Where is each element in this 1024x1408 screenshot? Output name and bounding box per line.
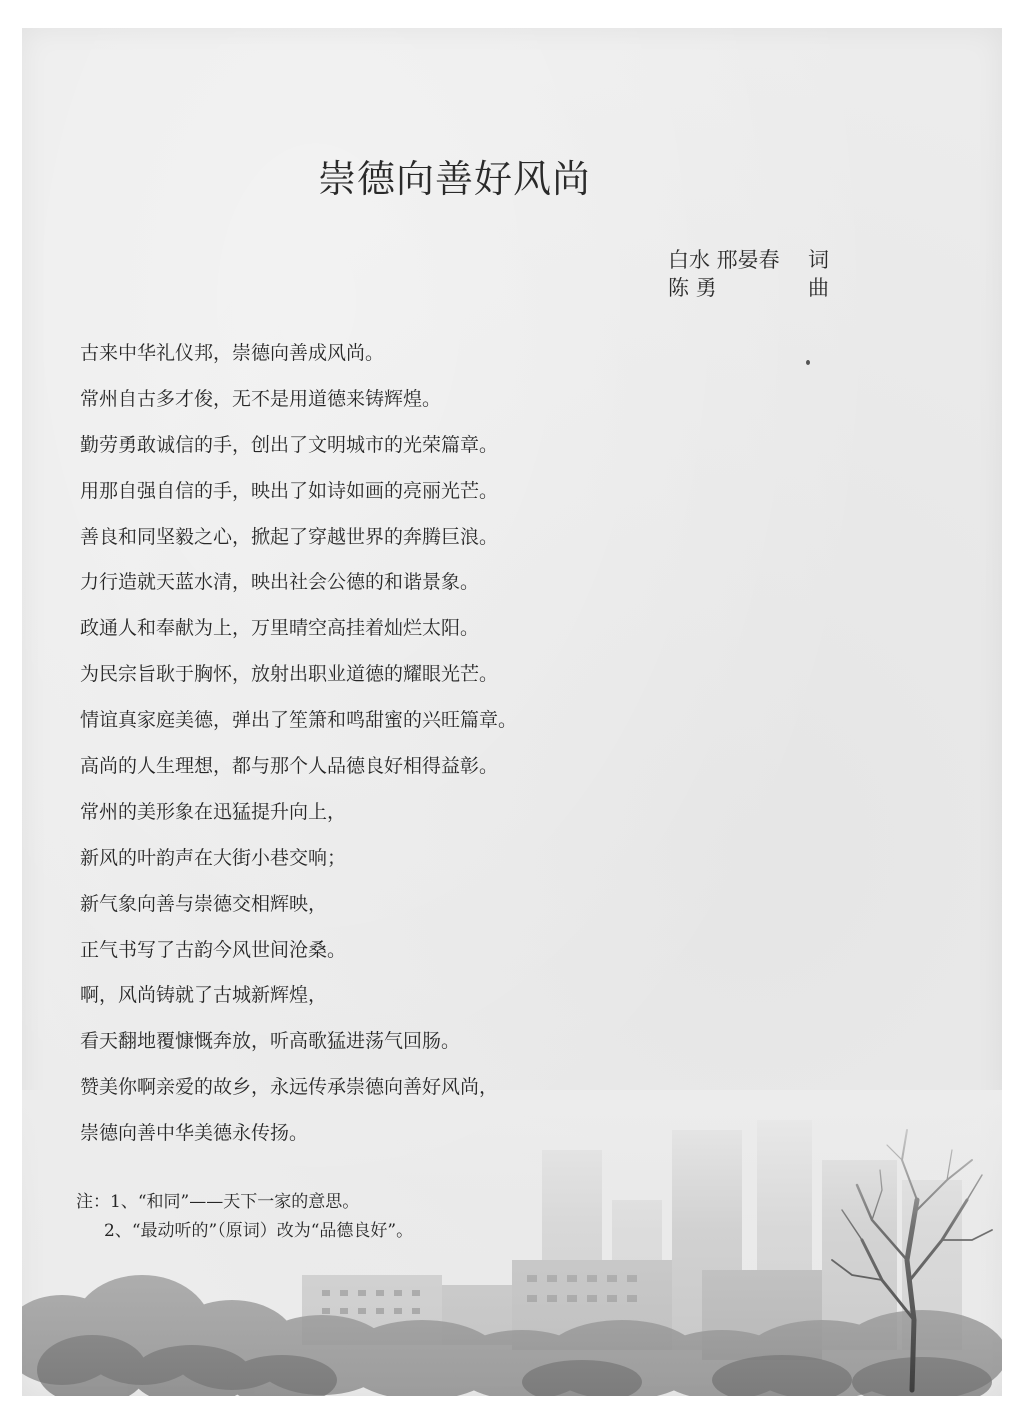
lyric-line: 赞美你啊亲爱的故乡，永远传承崇德向善好风尚， <box>80 1076 499 1099</box>
credit-name: 陈 勇 <box>668 276 717 300</box>
lyric-line: 古来中华礼仪邦，崇德向善成风尚。 <box>80 342 385 364</box>
lyric-line: 常州的美形象在迅猛提升向上， <box>80 800 347 823</box>
lyric-line: 新风的叶韵声在大街小巷交响； <box>80 846 347 869</box>
lyric-line: 看天翻地覆慷慨奔放，听高歌猛进荡气回肠。 <box>80 1030 461 1053</box>
footnote-1: 注：1、“和同”——天下一家的意思。 <box>76 1192 360 1212</box>
lyric-line: 高尚的人生理想，都与那个人品德良好相得益彰。 <box>80 755 499 778</box>
lyric-line: 正气书写了古韵今风世间沧桑。 <box>80 938 347 961</box>
lyric-line: 用那自强自信的手，映出了如诗如画的亮丽光芒。 <box>80 479 499 502</box>
credit-role: 曲 <box>808 276 829 300</box>
scan-speck <box>806 360 810 365</box>
credit-role: 词 <box>808 248 829 272</box>
lyric-line: 常州自古多才俊，无不是用道德来铸辉煌。 <box>80 387 442 410</box>
footnote-2: 2、“最动听的”（原词）改为“品德良好”。 <box>104 1221 414 1241</box>
song-title: 崇德向善好风尚 <box>318 157 592 201</box>
lyric-line: 啊，风尚铸就了古城新辉煌， <box>80 984 328 1007</box>
lyricist-credit <box>668 246 838 274</box>
footnotes <box>76 1188 413 1246</box>
lyrics-block <box>80 338 600 1164</box>
lyric-line: 崇德向善中华美德永传扬。 <box>80 1122 309 1145</box>
lyric-line: 新气象向善与崇德交相辉映， <box>80 892 328 915</box>
lyric-line: 力行造就天蓝水清，映出社会公德的和谐景象。 <box>80 571 480 594</box>
lyric-line: 政通人和奉献为上，万里晴空高挂着灿烂太阳。 <box>80 617 480 640</box>
lyric-line: 善良和同坚毅之心，掀起了穿越世界的奔腾巨浪。 <box>80 525 499 548</box>
composer-credit <box>668 274 838 302</box>
lyric-line: 勤劳勇敢诚信的手，创出了文明城市的光荣篇章。 <box>80 433 499 456</box>
credit-name: 白水 邢晏春 <box>668 248 780 272</box>
lyric-line: 情谊真家庭美德，弹出了笙箫和鸣甜蜜的兴旺篇章。 <box>80 709 518 732</box>
song-credits <box>668 246 838 302</box>
lyric-line: 为民宗旨耿于胸怀，放射出职业道德的耀眼光芒。 <box>80 663 499 686</box>
